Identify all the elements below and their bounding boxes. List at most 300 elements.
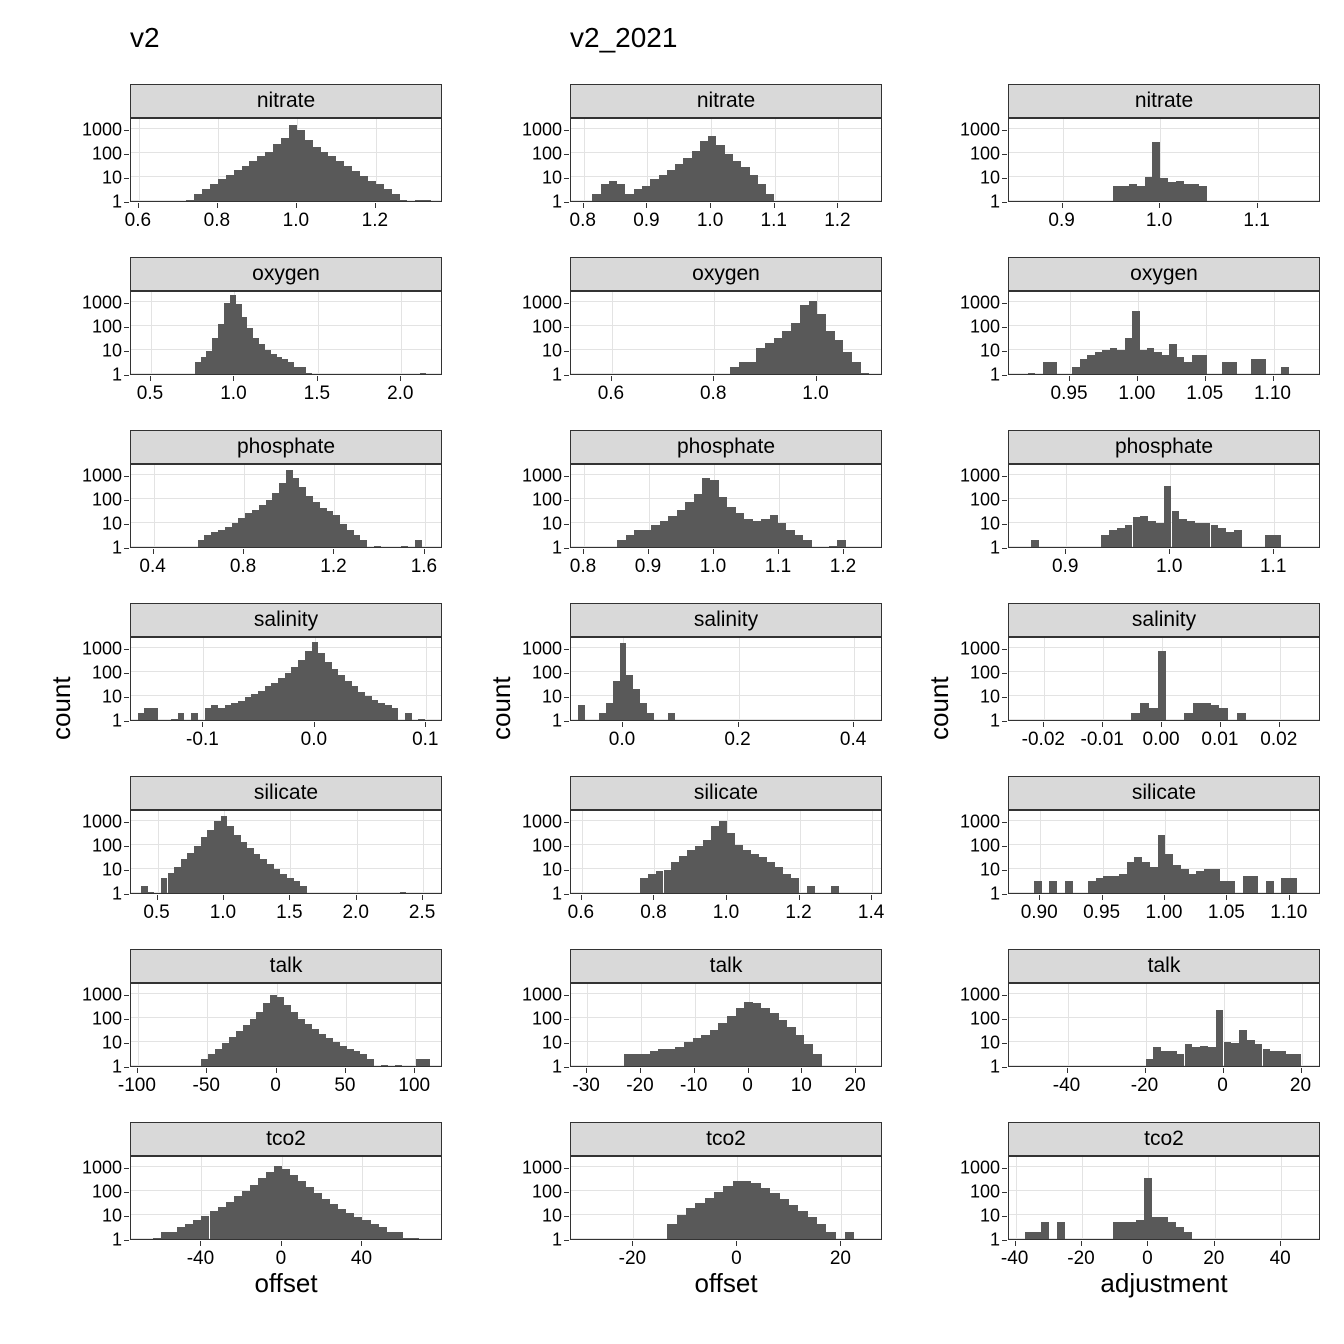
x-axis-tick-mark	[801, 1068, 802, 1073]
histogram-bar	[411, 1238, 419, 1240]
x-axis-tick-label: 0.2	[724, 729, 751, 750]
histogram-bar	[1121, 186, 1129, 201]
histogram-bar	[1168, 182, 1176, 201]
y-axis-tick-mark	[124, 697, 129, 698]
histogram-bar	[395, 1232, 403, 1239]
histogram-bar	[1109, 530, 1117, 547]
histogram-bar	[703, 840, 711, 893]
gridline-x	[1016, 1157, 1017, 1239]
histogram-bar	[1192, 355, 1199, 374]
histogram-bar	[287, 878, 294, 893]
histogram-bar	[668, 713, 675, 720]
x-axis-tick-mark	[243, 549, 244, 554]
gridline-y	[1009, 820, 1319, 821]
x-axis-tick-mark	[375, 203, 376, 208]
histogram-bar	[1208, 1047, 1216, 1066]
panel-v2_2021-phosphate	[570, 430, 882, 548]
x-axis-tick-label: 20	[1203, 1248, 1225, 1269]
histogram-bar	[701, 1035, 710, 1066]
gridline-x	[154, 465, 155, 547]
histogram-bar	[194, 846, 201, 893]
histogram-bar	[1185, 1044, 1193, 1066]
y-axis-tick-label: 1000	[959, 638, 1000, 659]
plot-area	[130, 291, 442, 375]
histogram-bar	[852, 362, 861, 374]
x-axis-tick-mark	[361, 1241, 362, 1246]
histogram-bar	[1177, 1054, 1185, 1066]
x-axis-tick-mark	[414, 1068, 415, 1073]
histogram-bar	[1184, 362, 1191, 374]
histogram-bar	[238, 701, 245, 720]
histogram-bar	[1025, 1232, 1033, 1239]
histogram-bar	[1125, 525, 1133, 547]
y-axis-tick-mark	[124, 548, 129, 549]
histogram-bar	[795, 535, 803, 547]
histogram-bar	[778, 523, 786, 547]
histogram-bar	[787, 1027, 796, 1066]
histogram-bar	[761, 1008, 770, 1066]
gridline-x	[854, 638, 855, 720]
histogram-bar	[148, 892, 155, 894]
histogram-bar	[1247, 1040, 1255, 1066]
y-axis-tick-label: 1	[111, 537, 122, 558]
y-axis-tick-mark	[1002, 894, 1007, 895]
panel-strip-label: phosphate	[570, 430, 882, 464]
histogram-bar	[1134, 857, 1142, 893]
y-axis-tick-mark	[124, 1240, 129, 1241]
x-axis-tick-mark	[1145, 1068, 1146, 1073]
plot-canvas	[571, 1157, 881, 1239]
x-axis-tick-label: 0	[1217, 1075, 1228, 1096]
histogram-bar	[376, 184, 384, 201]
histogram-bar	[736, 1008, 745, 1066]
histogram-bar	[826, 331, 835, 374]
y-axis-tick-mark	[564, 500, 569, 501]
histogram-bar	[1179, 519, 1187, 547]
y-axis-tick-mark	[1002, 500, 1007, 501]
histogram-bar	[252, 510, 259, 547]
x-axis-tick-label: 2.5	[408, 902, 436, 923]
y-axis-tick-mark	[1002, 697, 1007, 698]
histogram-bar	[202, 189, 210, 201]
histogram-bar	[1199, 186, 1207, 201]
y-axis-tick-label: 1000	[521, 292, 562, 313]
plot-area	[570, 983, 882, 1067]
histogram-bar	[1153, 1047, 1161, 1066]
histogram-bar	[601, 184, 609, 201]
gridline-x	[1281, 1157, 1282, 1239]
histogram-bar	[664, 870, 672, 893]
y-axis-tick-mark	[564, 697, 569, 698]
histogram-bar	[723, 1186, 732, 1239]
histogram-bar	[1034, 881, 1042, 893]
y-axis-tick-label: 1	[551, 883, 562, 904]
x-axis-tick-label: 0.5	[143, 902, 170, 923]
gridline-y	[571, 993, 881, 994]
x-axis-tick-label: 0	[731, 1248, 742, 1269]
x-axis-tick-mark	[646, 203, 647, 208]
histogram-bar	[346, 1213, 354, 1239]
histogram-bar	[733, 1181, 742, 1239]
y-axis-tick-mark	[564, 822, 569, 823]
x-axis-tick-label: 0.6	[567, 902, 595, 923]
panel-strip-label: talk	[1008, 949, 1320, 983]
panel-strip-label: salinity	[1008, 603, 1320, 637]
histogram-bar	[210, 1211, 218, 1239]
histogram-bar	[322, 1199, 330, 1239]
y-axis-tick-mark	[1002, 870, 1007, 871]
gridline-x	[714, 292, 715, 374]
histogram-bar	[222, 1043, 229, 1066]
histogram-bar	[633, 689, 640, 720]
y-axis-tick-mark	[124, 894, 129, 895]
histogram-bar	[258, 691, 265, 720]
plot-canvas	[1009, 119, 1319, 201]
histogram-bar	[1102, 350, 1109, 374]
histogram-bar	[185, 1224, 193, 1239]
histogram-bar	[392, 708, 399, 720]
histogram-bar	[385, 705, 392, 720]
histogram-bar	[1220, 881, 1228, 893]
x-axis-tick-mark	[202, 722, 203, 727]
y-axis-tick-label: 1	[551, 710, 562, 731]
y-axis-tick-label: 1000	[81, 984, 122, 1005]
gridline-y	[1009, 325, 1319, 326]
x-axis-tick-mark	[157, 895, 158, 900]
histogram-bar	[800, 305, 809, 374]
histogram-bar	[606, 703, 613, 720]
panel-v2_2021-tco2	[570, 1122, 882, 1240]
histogram-bar	[634, 530, 642, 547]
histogram-bar	[727, 1016, 736, 1066]
histogram-bar	[169, 1232, 177, 1239]
histogram-bar	[783, 874, 791, 893]
x-axis-tick-label: 0.9	[633, 210, 660, 231]
histogram-bar	[774, 338, 783, 374]
histogram-bar	[234, 170, 242, 201]
histogram-bar	[298, 660, 305, 720]
y-axis-tick-label: 1000	[81, 465, 122, 486]
histogram-bar	[360, 540, 367, 547]
plot-canvas	[1009, 811, 1319, 893]
histogram-bar	[178, 713, 185, 720]
histogram-bar	[367, 1059, 374, 1066]
y-axis-tick-mark	[564, 130, 569, 131]
histogram-bar	[725, 154, 733, 201]
gridline-x	[800, 811, 801, 893]
histogram-bar	[306, 496, 313, 547]
histogram-bar	[338, 675, 345, 720]
y-axis-tick-label: 10	[541, 859, 562, 880]
x-axis-tick-mark	[1161, 722, 1162, 727]
y-axis-tick-mark	[564, 154, 569, 155]
histogram-bar	[1150, 867, 1158, 893]
histogram-bar	[1065, 881, 1073, 893]
histogram-bar	[330, 1204, 338, 1239]
y-axis-tick-mark	[564, 673, 569, 674]
gridline-x	[872, 811, 873, 893]
histogram-bar	[758, 184, 766, 201]
histogram-bar	[379, 1227, 387, 1239]
y-axis-tick-mark	[1002, 130, 1007, 131]
histogram-bar	[1237, 713, 1246, 720]
histogram-bar	[333, 515, 340, 547]
histogram-bar	[218, 1207, 226, 1239]
plot-canvas	[571, 292, 881, 374]
histogram-bar	[191, 713, 198, 720]
histogram-bar	[1251, 359, 1258, 374]
histogram-bar	[256, 1012, 263, 1066]
histogram-bar	[1140, 703, 1149, 720]
x-axis-tick-mark	[799, 895, 800, 900]
x-axis-tick-label: 2.0	[342, 902, 369, 923]
x-axis-tick-mark	[871, 895, 872, 900]
gridline-x	[1066, 465, 1067, 547]
gridline-y	[571, 474, 881, 475]
histogram-bar	[1028, 373, 1035, 375]
histogram-bar	[229, 1037, 236, 1066]
x-axis-tick-mark	[1205, 376, 1206, 381]
x-axis-tick-mark	[425, 722, 426, 727]
histogram-bar	[667, 1049, 676, 1066]
y-axis-tick-mark	[1002, 822, 1007, 823]
x-axis-tick-label: 2.0	[387, 383, 414, 404]
x-axis-tick-mark	[333, 549, 334, 554]
histogram-bar	[1204, 869, 1212, 893]
x-axis-tick-label: -50	[192, 1075, 220, 1096]
histogram-bar	[234, 1196, 242, 1239]
histogram-bar	[735, 845, 743, 893]
x-axis-tick-label: 1.2	[824, 210, 851, 231]
x-axis-tick-mark	[1147, 1241, 1148, 1246]
histogram-bar	[650, 1051, 659, 1066]
histogram-bar	[667, 170, 675, 201]
y-axis-tick-label: 100	[531, 489, 562, 510]
y-axis-tick-label: 100	[531, 835, 562, 856]
histogram-bar	[1132, 311, 1139, 374]
y-axis-tick-label: 1000	[959, 465, 1000, 486]
plot-canvas	[1009, 1157, 1319, 1239]
plot-area	[1008, 637, 1320, 721]
y-axis-tick-label: 1000	[81, 811, 122, 832]
gridline-x	[856, 984, 857, 1066]
y-axis-tick-mark	[564, 1240, 569, 1241]
histogram-bar	[684, 1042, 693, 1066]
histogram-bar	[387, 1232, 395, 1239]
y-axis-tick-mark	[564, 303, 569, 304]
x-axis-tick-label: 0.9	[1051, 556, 1079, 577]
y-axis-tick-label: 100	[91, 143, 122, 164]
panel-strip-label: silicate	[570, 776, 882, 810]
plot-canvas	[571, 811, 881, 893]
histogram-bar	[372, 700, 379, 720]
histogram-bar	[1145, 177, 1153, 201]
y-axis-tick-mark	[124, 822, 129, 823]
y-axis-tick-label: 1000	[959, 119, 1000, 140]
x-axis-tick-label: 0.8	[569, 556, 597, 577]
gridline-y	[131, 993, 441, 994]
y-axis-tick-label: 10	[541, 1205, 562, 1226]
histogram-bar	[751, 854, 759, 893]
panel-v2-oxygen	[130, 257, 442, 375]
histogram-bar	[1087, 355, 1094, 374]
histogram-bar	[695, 846, 703, 893]
y-axis-tick-label: 10	[101, 340, 122, 361]
y-axis-tick-mark	[124, 500, 129, 501]
histogram-bar	[742, 1181, 751, 1239]
y-axis-tick-mark	[124, 721, 129, 722]
panel-v2-phosphate	[130, 430, 442, 548]
histogram-bar	[826, 1232, 835, 1239]
histogram-bar	[1131, 713, 1140, 720]
x-axis-tick-mark	[853, 722, 854, 727]
histogram-bar	[648, 874, 656, 893]
histogram-bar	[1222, 362, 1229, 374]
histogram-bar	[1113, 1222, 1121, 1239]
y-axis-tick-label: 100	[969, 489, 1000, 510]
panel-strip-label: tco2	[570, 1122, 882, 1156]
histogram-bar	[242, 1191, 250, 1239]
histogram-bar	[845, 1232, 854, 1239]
gridline-x	[151, 292, 152, 374]
x-axis-tick-mark	[1102, 722, 1103, 727]
histogram-bar	[1152, 1217, 1160, 1239]
y-axis-tick-mark	[564, 202, 569, 203]
histogram-bar	[831, 886, 839, 893]
x-axis-tick-label: 20	[844, 1075, 866, 1096]
histogram-bar	[770, 1013, 779, 1066]
x-axis-tick-label: -0.1	[186, 729, 219, 750]
x-axis-tick-mark	[150, 376, 151, 381]
x-axis-tick-label: 0.0	[608, 729, 636, 750]
x-axis-tick-mark	[424, 549, 425, 554]
y-axis-tick-mark	[1002, 178, 1007, 179]
histogram-bar	[305, 1024, 312, 1066]
histogram-bar	[761, 1188, 770, 1239]
gridline-y	[571, 301, 881, 302]
histogram-bar	[314, 1193, 322, 1239]
gridline-x	[1082, 1157, 1083, 1239]
x-axis-tick-label: 0.1	[412, 729, 439, 750]
histogram-bar	[626, 535, 634, 547]
y-axis-tick-label: 1	[989, 537, 1000, 558]
histogram-bar	[617, 540, 625, 547]
y-axis-tick-label: 1	[111, 364, 122, 385]
histogram-bar	[770, 515, 778, 547]
histogram-bar	[208, 1054, 215, 1066]
histogram-bar	[578, 705, 585, 720]
x-axis-tick-label: 0	[275, 1248, 287, 1269]
panel-v2-silicate	[130, 776, 442, 894]
histogram-bar	[270, 995, 277, 1066]
y-axis-tick-mark	[124, 202, 129, 203]
x-axis-tick-mark	[622, 722, 623, 727]
x-axis-tick-mark	[1069, 376, 1070, 381]
histogram-bar	[236, 1031, 243, 1066]
histogram-bar	[647, 713, 654, 720]
histogram-bar	[345, 681, 352, 720]
histogram-bar	[371, 1224, 379, 1239]
panel-strip-label: tco2	[130, 1122, 442, 1156]
histogram-bar	[278, 678, 285, 720]
x-axis-tick-mark	[713, 549, 714, 554]
histogram-bar	[861, 373, 870, 375]
y-axis-tick-label: 100	[969, 1008, 1000, 1029]
y-axis-tick-mark	[1002, 1168, 1007, 1169]
gridline-x	[1146, 984, 1147, 1066]
histogram-bar	[1173, 865, 1181, 893]
plot-area	[1008, 464, 1320, 548]
plot-area	[570, 1156, 882, 1240]
y-axis-tick-label: 1	[551, 1056, 562, 1077]
histogram-bar	[293, 478, 300, 547]
histogram-bar	[312, 1029, 319, 1066]
x-axis-tick-mark	[1081, 1241, 1082, 1246]
x-axis-tick-mark	[1015, 1241, 1016, 1246]
gridline-x	[633, 1157, 634, 1239]
histogram-bar	[328, 156, 336, 201]
histogram-bar	[272, 493, 279, 547]
y-axis-tick-mark	[564, 1043, 569, 1044]
histogram-bar	[418, 719, 425, 721]
x-axis-tick-label: 0.8	[569, 210, 596, 231]
y-axis-tick-mark	[1002, 202, 1007, 203]
x-axis-tick-label: 0.8	[699, 383, 727, 404]
histogram-bar	[640, 703, 647, 720]
panel-strip-label: phosphate	[130, 430, 442, 464]
histogram-bar	[617, 184, 625, 201]
panel-adjustment-tco2	[1008, 1122, 1320, 1240]
histogram-bar	[708, 136, 716, 201]
panel-adjustment-salinity	[1008, 603, 1320, 721]
histogram-bar	[400, 892, 407, 894]
panel-strip-label: salinity	[130, 603, 442, 637]
gridline-y	[1009, 474, 1319, 475]
x-axis-tick-label: 0.00	[1142, 729, 1180, 750]
panel-v2_2021-silicate	[570, 776, 882, 894]
x-axis-tick-label: 1.1	[1259, 556, 1287, 577]
y-axis-tick-label: 100	[531, 143, 562, 164]
x-axis-tick-label: 0	[1142, 1248, 1153, 1269]
plot-canvas	[571, 119, 881, 201]
x-axis-tick-mark	[289, 895, 290, 900]
histogram-bar	[318, 653, 325, 720]
y-axis-tick-label: 100	[531, 1181, 562, 1202]
x-axis-tick-mark	[200, 1241, 201, 1246]
panel-strip-label: oxygen	[570, 257, 882, 291]
histogram-bar	[1144, 1178, 1152, 1239]
histogram-bar	[1227, 881, 1235, 893]
histogram-bar	[320, 508, 327, 547]
y-axis-title-2: count	[486, 676, 516, 740]
x-axis-tick-label: -20	[1067, 1248, 1095, 1269]
y-axis-tick-mark	[1002, 476, 1007, 477]
y-axis-tick-label: 1	[989, 883, 1000, 904]
histogram-bar	[354, 1217, 362, 1239]
plot-canvas	[1009, 638, 1319, 720]
panel-adjustment-nitrate	[1008, 84, 1320, 202]
x-axis-tick-mark	[1257, 203, 1258, 208]
histogram-bar	[201, 837, 208, 893]
column-title-1: v2	[130, 22, 160, 53]
histogram-bar	[1216, 1010, 1224, 1066]
x-axis-tick-mark	[314, 722, 315, 727]
histogram-bar	[634, 189, 642, 201]
x-axis-tick-mark	[1043, 722, 1044, 727]
histogram-bar	[1270, 1051, 1278, 1066]
y-axis-tick-mark	[564, 894, 569, 895]
histogram-bar	[843, 352, 852, 374]
